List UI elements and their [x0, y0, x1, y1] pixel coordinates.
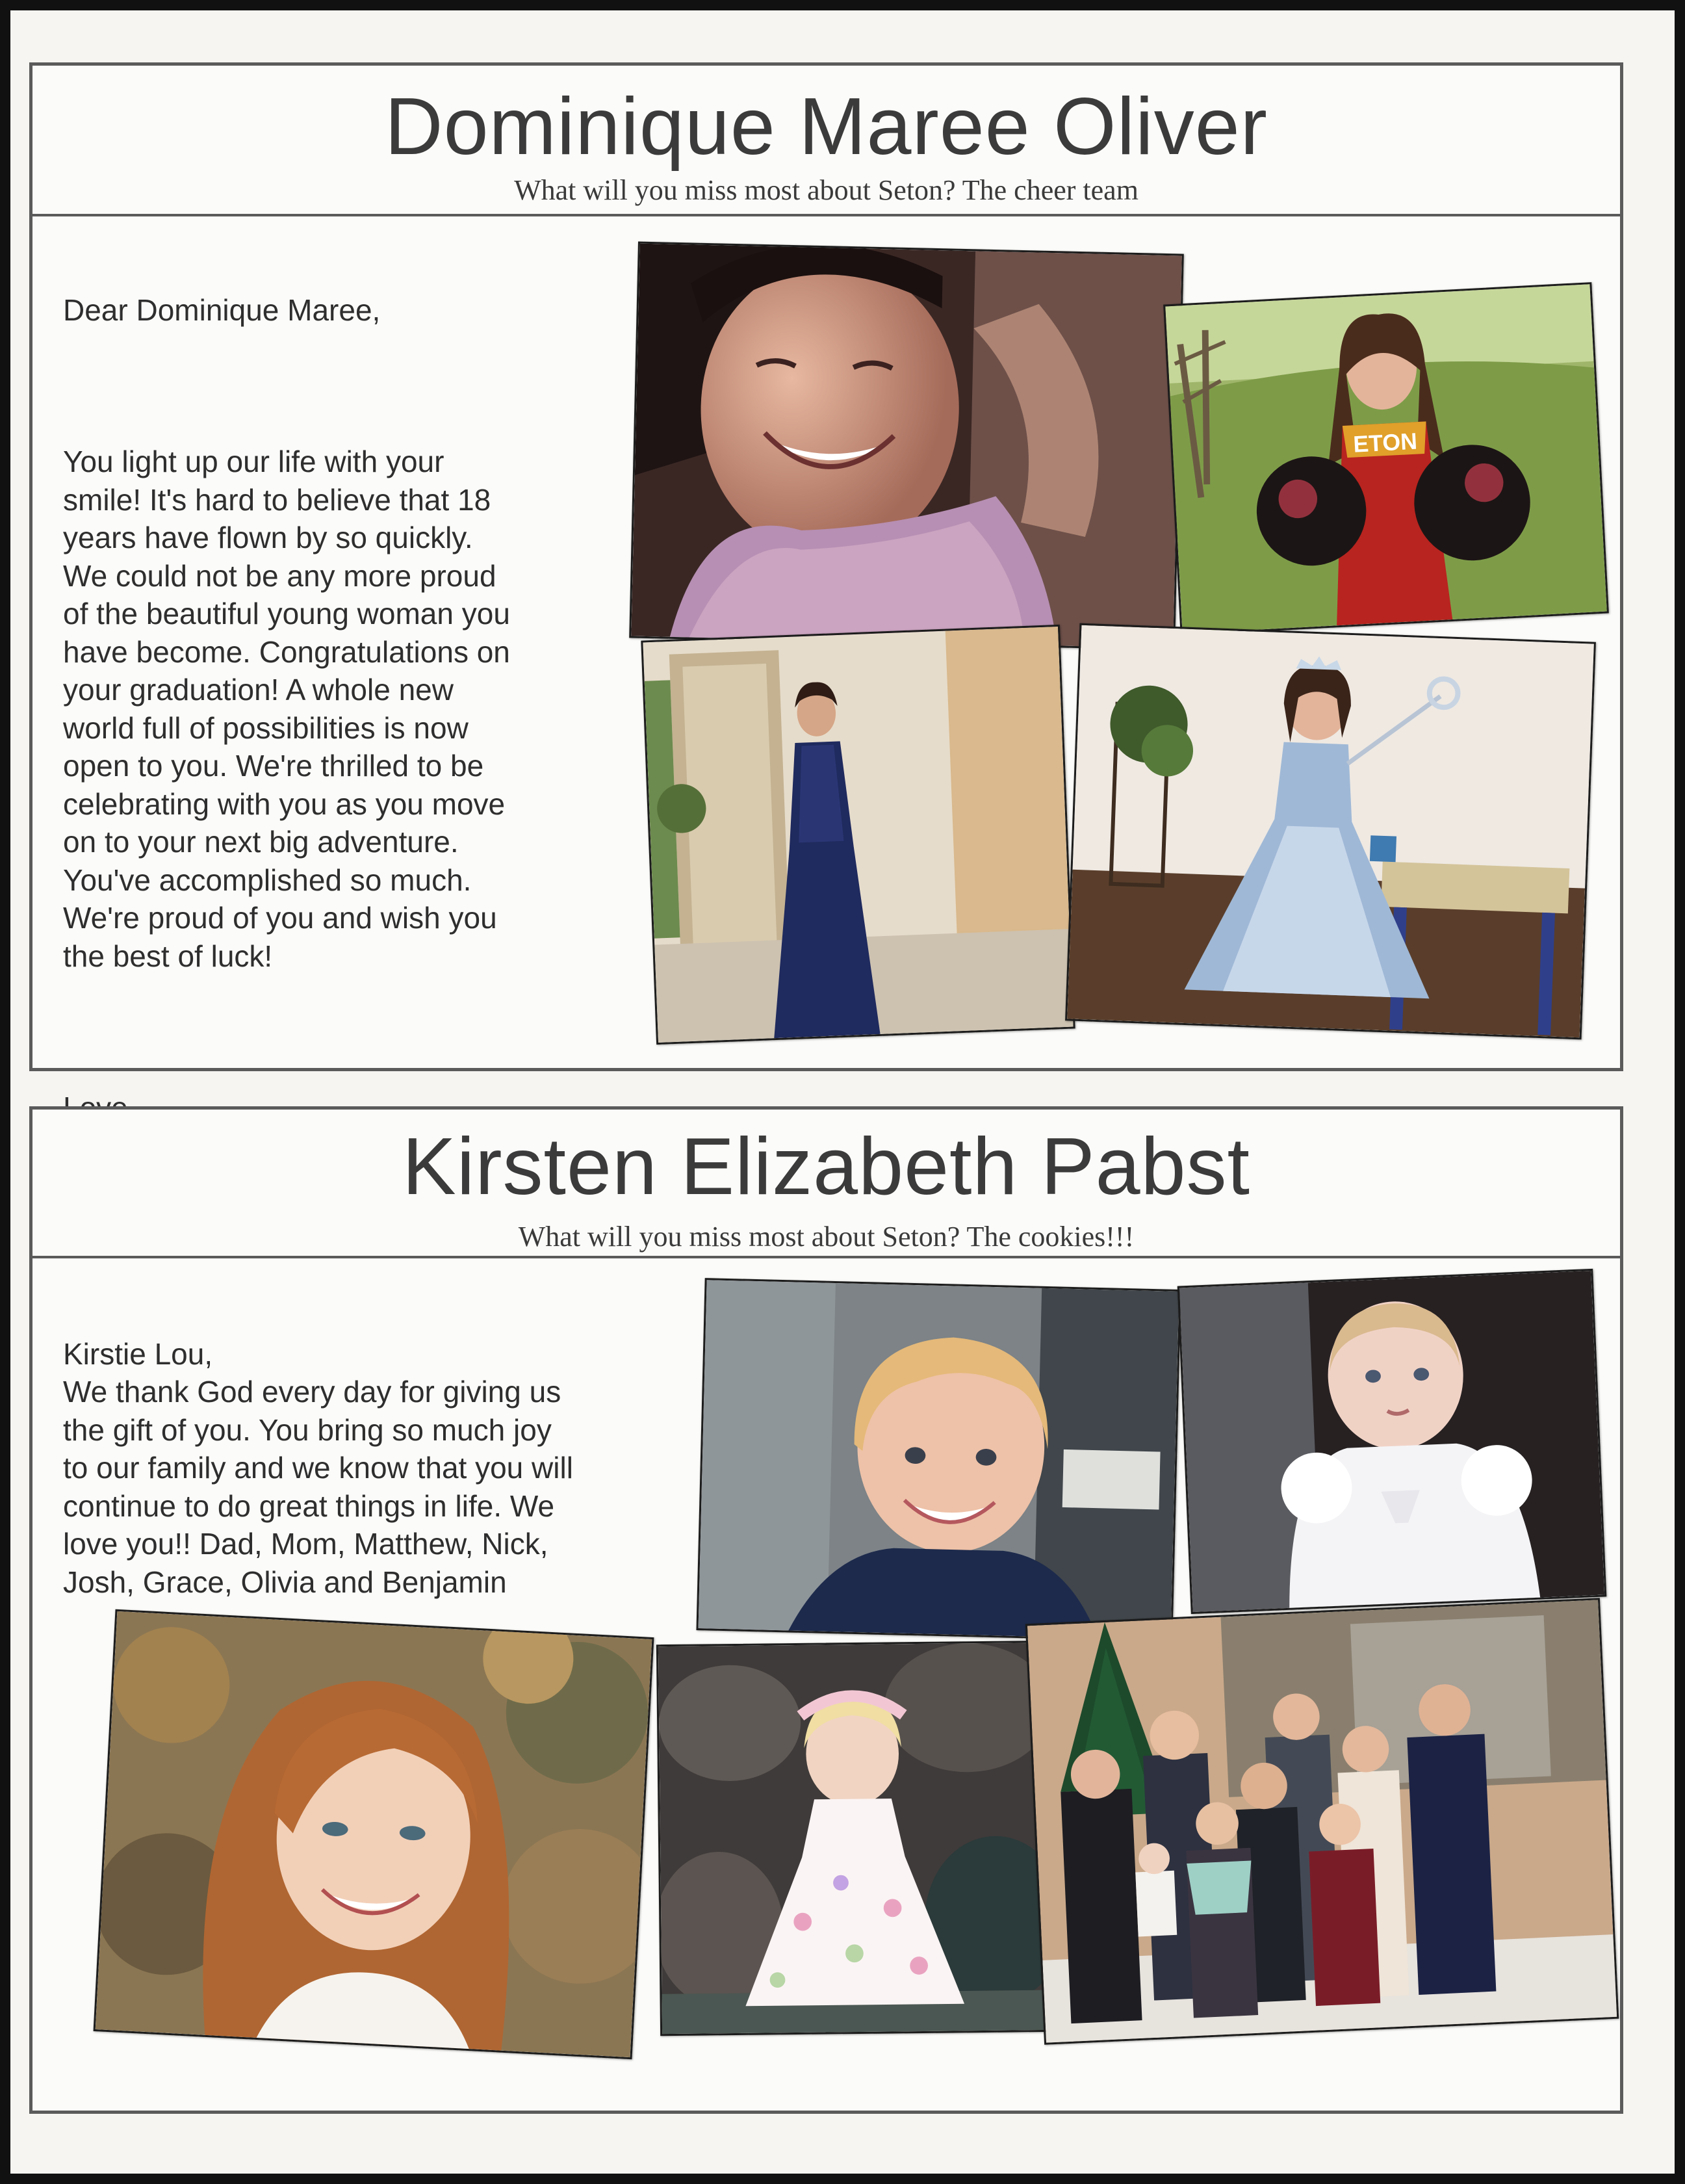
- letter-body: Kirstie Lou, We thank God every day for giving us the gift of you. You bring so much joy to our family and we know that you will continue to do great things in life. We love you!! Dad, Mom, Matthew, Nick, Josh, Grace, Olivia and Benjamin: [63, 1336, 573, 1599]
- student-name: Kirsten Elizabeth Pabst: [402, 1122, 1251, 1212]
- jersey-text: ETON: [1352, 428, 1418, 458]
- tribute-panel-dominique: [29, 62, 1623, 1071]
- letter-body: You light up our life with your smile! It's hard to believe that 18 years have flown by so quickly. We could not be any more proud of the beautiful young woman you have become. Congratulations on your graduation! A whole new world full of possibilities is now open to you. We're thrilled to be celebrating with you as you move on to your next big adventure. You've accomplished so much. We're proud of you and wish you the best of luck!: [63, 445, 510, 973]
- photo-floral-dress: [656, 1641, 1059, 2036]
- senior-question: What will you miss most about Seton? The cheer team: [514, 174, 1138, 206]
- photo-cheerleader: [1163, 282, 1609, 636]
- tribute-panel-kirsten: [29, 1106, 1623, 2114]
- photo-baby-white-dress: [1177, 1269, 1607, 1614]
- senior-question: What will you miss most about Seton? The cookies!!!: [518, 1221, 1135, 1253]
- photo-princess-costume: [1065, 623, 1596, 1040]
- photo-family: [1025, 1598, 1619, 2044]
- panel-header: [32, 1110, 1620, 1258]
- student-name: Dominique Maree Oliver: [385, 82, 1268, 172]
- panel-header: [32, 66, 1620, 216]
- photo-senior-portrait: [94, 1609, 654, 2060]
- parent-letter: [63, 1297, 687, 1639]
- photo-toddler-car-seat: [696, 1278, 1181, 1642]
- photo-formal-gown: [641, 625, 1075, 1045]
- photo-toddler-smiling: [629, 242, 1184, 651]
- parent-letter: [63, 253, 648, 1241]
- letter-greeting: Dear Dominique Maree,: [63, 292, 381, 327]
